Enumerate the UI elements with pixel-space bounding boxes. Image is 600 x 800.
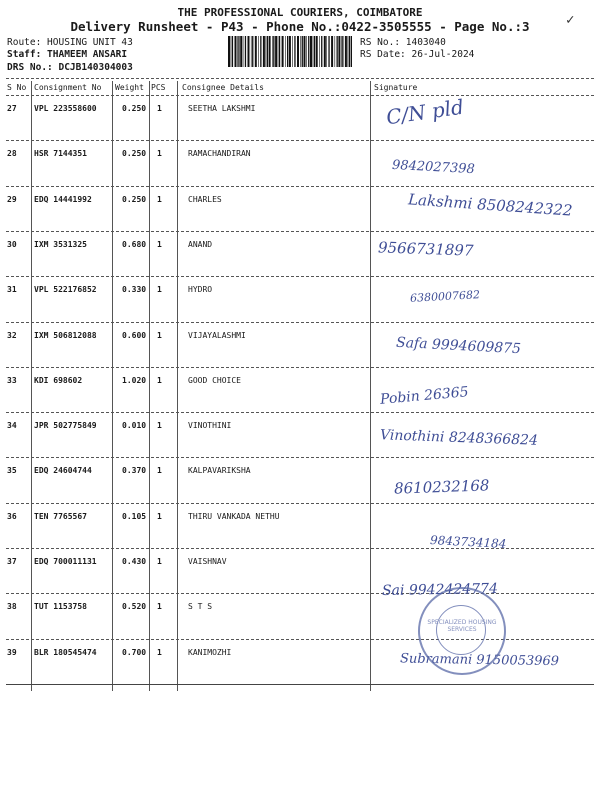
- barcode-bar: [321, 36, 322, 67]
- table-row: [6, 142, 594, 187]
- barcode-bar: [278, 36, 279, 67]
- cell-weight: 0.430: [122, 557, 147, 566]
- cell-consignee: S T S: [188, 602, 213, 612]
- barcode-bar: [331, 36, 333, 67]
- cell-pcs: 1: [157, 647, 162, 657]
- barcode-bar: [266, 36, 267, 67]
- barcode-bar: [267, 36, 268, 67]
- cell-weight: 0.680: [122, 239, 147, 249]
- cell-pcs: 1: [157, 557, 162, 566]
- cell-weight: 0.700: [122, 647, 147, 657]
- table-row: [6, 278, 594, 323]
- table-row: [6, 459, 594, 504]
- barcode-bar: [316, 36, 318, 67]
- cell-pcs: 1: [157, 104, 162, 113]
- barcode-bar: [338, 36, 340, 67]
- barcode-bar: [351, 36, 352, 67]
- rs-date: RS Date: 26-Jul-2024: [360, 49, 475, 60]
- cell-sno: 27: [7, 104, 17, 113]
- cell-consignee: SEETHA LAKSHMI: [188, 104, 256, 113]
- barcode-bar: [319, 36, 320, 67]
- cell-consignee: RAMACHANDIRAN: [188, 149, 251, 159]
- cell-pcs: 1: [157, 285, 162, 295]
- cell-consignee: KANIMOZHI: [188, 647, 232, 657]
- signature: Subramani 9150053969: [399, 651, 560, 670]
- row-rule: [6, 231, 594, 232]
- staff-label: Staff: THAMEEM ANSARI: [7, 49, 128, 60]
- cell-sno: 39: [7, 647, 17, 657]
- barcode-bar: [349, 36, 350, 67]
- cell-consignment: VPL 522176852: [34, 285, 97, 295]
- barcode-bar: [324, 36, 326, 67]
- cell-pcs: 1: [157, 602, 162, 612]
- barcode-bar: [282, 36, 284, 67]
- barcode-bar: [328, 36, 329, 67]
- barcode-bar: [258, 36, 259, 67]
- barcode-bar: [235, 36, 237, 67]
- cell-weight: 0.370: [122, 466, 147, 476]
- barcode-bar: [308, 36, 309, 67]
- cell-sno: 35: [7, 466, 17, 476]
- table-row: [6, 233, 594, 278]
- signature: 6380007682: [409, 288, 481, 305]
- cell-pcs: 1: [157, 466, 162, 476]
- barcode-bar: [252, 36, 253, 67]
- signature: C/N pld: [384, 94, 466, 130]
- cell-consignment: EDQ 24604744: [34, 466, 92, 476]
- cell-consignee: VAISHNAV: [188, 557, 227, 566]
- signature: Sai 9942424774: [381, 580, 499, 600]
- cell-consignment: TEN 7765567: [34, 511, 87, 521]
- cell-sno: 28: [7, 149, 17, 159]
- barcode-bar: [348, 36, 349, 67]
- cell-weight: 0.520: [122, 602, 147, 612]
- row-rule: [6, 457, 594, 458]
- barcode-bar: [240, 36, 242, 67]
- cell-consignee: VINOTHINI: [188, 421, 232, 431]
- cell-sno: 29: [7, 194, 17, 204]
- cell-sno: 37: [7, 557, 17, 566]
- barcode-bar: [243, 36, 244, 67]
- cell-weight: 0.600: [122, 330, 147, 340]
- cell-consignment: IXM 506812088: [34, 330, 97, 340]
- barcode-bar: [345, 36, 347, 67]
- barcode-bar: [292, 36, 293, 67]
- barcode-bar: [285, 36, 286, 67]
- cell-consignment: KDI 698602: [34, 375, 83, 385]
- cell-consignee: GOOD CHOICE: [188, 375, 241, 385]
- row-rule: [6, 322, 594, 323]
- barcode-bar: [248, 36, 250, 67]
- barcode-bar: [297, 36, 299, 67]
- cell-consignment: BLR 180545474: [34, 647, 97, 657]
- cell-pcs: 1: [157, 421, 162, 431]
- route-label: Route: HOUSING UNIT 43: [7, 37, 133, 48]
- col-pcs-header: PCS: [151, 83, 166, 92]
- corner-mark: ✓: [566, 12, 575, 28]
- row-rule: [6, 503, 594, 504]
- barcode-bar: [245, 36, 246, 67]
- cell-consignment: HSR 7144351: [34, 149, 87, 159]
- barcode-bar: [263, 36, 265, 67]
- cell-weight: 0.105: [122, 511, 147, 521]
- cell-consignee: KALPAVARIKSHA: [188, 466, 251, 476]
- runsheet-subtitle: Delivery Runsheet - P43 - Phone No.:0422-3505555 - Page No.:3: [70, 19, 530, 34]
- barcode-bar: [314, 36, 315, 67]
- barcode-bar: [306, 36, 307, 67]
- barcode-bar: [313, 36, 314, 67]
- barcode-bar: [279, 36, 280, 67]
- cell-weight: 0.250: [122, 104, 147, 113]
- barcode-bar: [341, 36, 342, 67]
- barcode-bar: [272, 36, 273, 67]
- cell-sno: 32: [7, 330, 17, 340]
- row-rule: [6, 367, 594, 368]
- barcode-bar: [302, 36, 303, 67]
- cell-consignment: EDQ 700011131: [34, 557, 97, 566]
- signature: Lakshmi 8508242322: [407, 190, 574, 220]
- cell-pcs: 1: [157, 149, 162, 159]
- barcode-bar: [287, 36, 288, 67]
- signature: 9843734184: [429, 533, 507, 551]
- seal-text: SPECIALIZED HOUSING SERVICES: [427, 619, 497, 633]
- signature: 9566731897: [377, 238, 474, 260]
- cell-sno: 31: [7, 285, 17, 295]
- rs-number: RS No.: 1403040: [360, 37, 446, 48]
- signature: 8610232168: [393, 476, 490, 498]
- cell-consignee: HYDRO: [188, 285, 213, 295]
- col-signature-header: Signature: [374, 83, 418, 92]
- cell-consignment: IXM 3531325: [34, 239, 87, 249]
- row-rule: [6, 276, 594, 277]
- signature: Vinothini 8248366824: [379, 427, 539, 449]
- cell-weight: 0.250: [122, 194, 147, 204]
- cell-consignment: TUT 1153758: [34, 602, 87, 612]
- cell-consignee: ANAND: [188, 239, 213, 249]
- col-sno-header: S No: [7, 83, 27, 92]
- row-rule: [6, 412, 594, 413]
- row-rule: [6, 684, 594, 685]
- barcode-bar: [326, 36, 327, 67]
- cell-consignment: EDQ 14441992: [34, 194, 92, 204]
- header-top-rule: [6, 78, 594, 79]
- row-rule: [6, 639, 594, 640]
- barcode-bar: [231, 36, 232, 67]
- cell-sno: 34: [7, 421, 17, 431]
- signature: Pobin 26365: [379, 384, 470, 408]
- barcode-bar: [294, 36, 295, 67]
- header-bottom-rule: [6, 95, 594, 96]
- cell-consignee: THIRU VANKADA NETHU: [188, 511, 280, 521]
- cell-consignment: JPR 502775849: [34, 421, 97, 431]
- cell-sno: 30: [7, 239, 17, 249]
- drs-number: DRS No.: DCJB140304003: [7, 62, 133, 73]
- barcode-bar: [238, 36, 239, 67]
- cell-sno: 36: [7, 511, 17, 521]
- barcode-bar: [255, 36, 257, 67]
- cell-pcs: 1: [157, 375, 162, 385]
- cell-pcs: 1: [157, 511, 162, 521]
- barcode-bar: [275, 36, 277, 67]
- barcode-bar: [289, 36, 291, 67]
- cell-consignee: VIJAYALASHMI: [188, 330, 246, 340]
- barcode-bar: [304, 36, 306, 67]
- row-rule: [6, 186, 594, 187]
- cell-sno: 38: [7, 602, 17, 612]
- barcode: [228, 36, 352, 67]
- cell-sno: 33: [7, 375, 17, 385]
- cell-weight: 0.250: [122, 149, 147, 159]
- barcode-bar: [269, 36, 271, 67]
- barcode-bar: [337, 36, 338, 67]
- table-row: [6, 94, 594, 142]
- table-header: [6, 81, 594, 95]
- cell-pcs: 1: [157, 330, 162, 340]
- cell-weight: 1.020: [122, 375, 147, 385]
- company-name: THE PROFESSIONAL COURIERS, COIMBATORE: [177, 6, 423, 19]
- cell-weight: 0.330: [122, 285, 147, 295]
- table-row: [6, 550, 594, 595]
- barcode-bar: [300, 36, 301, 67]
- company-seal: [418, 587, 506, 675]
- row-rule: [6, 140, 594, 141]
- barcode-bar: [310, 36, 312, 67]
- barcode-bar: [232, 36, 233, 67]
- row-rule: [6, 593, 594, 594]
- signature: Safa 9994609875: [395, 334, 522, 358]
- cell-weight: 0.010: [122, 421, 147, 431]
- cell-consignment: VPL 223558600: [34, 104, 97, 113]
- barcode-bar: [260, 36, 261, 67]
- table-row: [6, 369, 594, 414]
- barcode-bar: [273, 36, 274, 67]
- signature: 9842027398: [391, 157, 476, 178]
- col-consignment-header: Consignment No: [34, 83, 102, 92]
- barcode-bar: [335, 36, 336, 67]
- cell-consignee: CHARLES: [188, 194, 222, 204]
- col-consignee-header: Consignee Details: [182, 83, 264, 92]
- col-weight-header: Weight: [115, 83, 144, 92]
- cell-pcs: 1: [157, 239, 162, 249]
- barcode-bar: [228, 36, 230, 67]
- cell-pcs: 1: [157, 194, 162, 204]
- barcode-bar: [251, 36, 252, 67]
- barcode-bar: [342, 36, 343, 67]
- barcode-bar: [237, 36, 238, 67]
